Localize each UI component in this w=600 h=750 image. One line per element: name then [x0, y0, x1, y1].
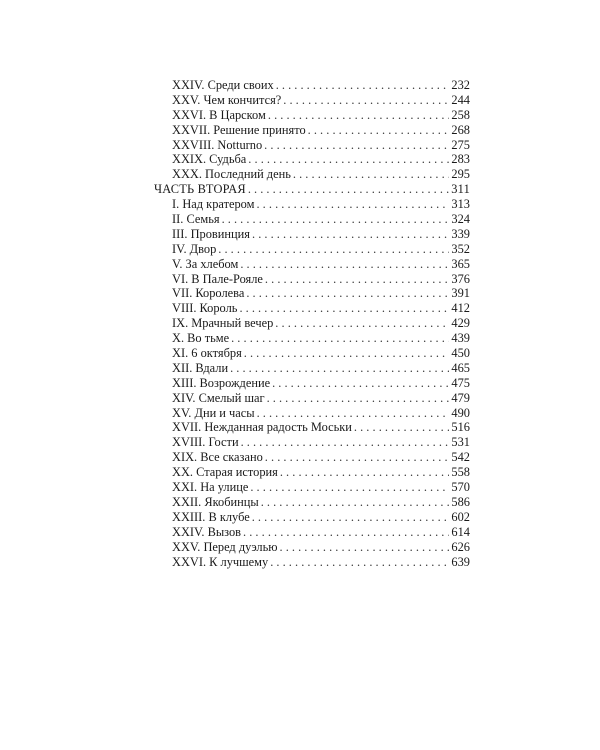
- dot-leader: [218, 242, 449, 257]
- toc-entry: [148, 93, 470, 108]
- toc-entry-page-number: 244: [451, 92, 470, 107]
- toc-entry-page-number: 614: [451, 524, 470, 539]
- toc-entry: [148, 435, 470, 450]
- toc-entry-title: XIV. Смелый шаг: [172, 390, 265, 405]
- toc-entry-page-number: 412: [451, 301, 470, 316]
- toc-entry-title: XXVIII. Notturno: [172, 137, 263, 152]
- dot-leader: [243, 525, 449, 540]
- toc-entry: [148, 138, 470, 153]
- toc-entry: [148, 197, 470, 212]
- dot-leader: [264, 138, 449, 153]
- toc-entry-page-number: 602: [451, 509, 470, 524]
- dot-leader: [265, 272, 449, 287]
- toc-entry-title: XXII. Якобинцы: [172, 494, 259, 509]
- toc-entry-page-number: 324: [451, 212, 470, 227]
- dot-leader: [293, 167, 450, 182]
- toc-entry: [148, 510, 470, 525]
- toc-entry-page-number: 275: [451, 137, 470, 152]
- toc-entry-title: III. Провинция: [172, 226, 250, 241]
- toc-entry-page-number: 295: [451, 167, 470, 182]
- dot-leader: [275, 316, 449, 331]
- dot-leader: [246, 286, 449, 301]
- toc-entry-page-number: 283: [451, 152, 470, 167]
- dot-leader: [280, 465, 450, 480]
- toc-entry-title: XX. Старая история: [172, 465, 278, 480]
- dot-leader: [244, 346, 450, 361]
- toc-entry: [148, 152, 470, 167]
- toc-entry-title: XVIII. Гости: [172, 435, 239, 450]
- dot-leader: [222, 212, 450, 227]
- toc-entry: [148, 301, 470, 316]
- dot-leader: [354, 420, 450, 435]
- toc-entry: [148, 346, 470, 361]
- toc-entry: [148, 450, 470, 465]
- toc-entry-title: V. За хлебом: [172, 256, 239, 271]
- dot-leader: [239, 301, 449, 316]
- toc-entry-page-number: 232: [451, 78, 470, 92]
- toc-entry-title: VII. Королева: [172, 286, 245, 301]
- toc-entry-title: IX. Мрачный вечер: [172, 316, 274, 331]
- toc-entry: [148, 78, 470, 93]
- toc-entry-page-number: 516: [451, 420, 470, 435]
- dot-leader: [270, 555, 449, 570]
- dot-leader: [250, 480, 449, 495]
- toc-entry: [148, 376, 470, 391]
- toc-entry: [148, 286, 470, 301]
- toc-entry-page-number: 268: [451, 122, 470, 137]
- toc-entry-page-number: 311: [451, 182, 470, 197]
- toc-entry-page-number: 542: [451, 450, 470, 465]
- toc-entry-page-number: 639: [451, 554, 470, 569]
- dot-leader: [257, 406, 450, 421]
- toc-entry-title: XXVI. К лучшему: [172, 554, 269, 569]
- dot-leader: [308, 123, 450, 138]
- toc-entry-page-number: 558: [451, 465, 470, 480]
- toc-entry: [148, 391, 470, 406]
- toc-entry: [148, 525, 470, 540]
- toc-entry-title: XXV. Чем кончится?: [172, 92, 282, 107]
- toc-entry: [148, 108, 470, 123]
- toc-entry-page-number: 570: [451, 480, 470, 495]
- toc-entry: [148, 480, 470, 495]
- dot-leader: [240, 257, 449, 272]
- toc-entry-title: XXX. Последний день: [172, 167, 291, 182]
- toc-entry-title: XXI. На улице: [172, 480, 249, 495]
- toc-entry-page-number: 429: [451, 316, 470, 331]
- toc-entry: [148, 406, 470, 421]
- toc-entry-title: I. Над кратером: [172, 197, 255, 212]
- dot-leader: [268, 108, 450, 123]
- toc-entry-title: XXIII. В клубе: [172, 509, 250, 524]
- toc-entry: [148, 167, 470, 182]
- toc-entry: [148, 540, 470, 555]
- toc-entry: [148, 331, 470, 346]
- toc-entry-page-number: 531: [451, 435, 470, 450]
- toc-entry-page-number: 450: [451, 346, 470, 361]
- toc-entry-title: XXIV. Вызов: [172, 524, 242, 539]
- toc-entry-title: ЧАСТЬ ВТОРАЯ: [154, 182, 246, 197]
- toc-entry-title: VI. В Пале-Рояле: [172, 271, 263, 286]
- toc-entry-title: VIII. Король: [172, 301, 238, 316]
- toc-entry: [148, 420, 470, 435]
- dot-leader: [230, 361, 449, 376]
- toc-entry: [148, 123, 470, 138]
- toc-entry-title: II. Семья: [172, 212, 220, 227]
- toc-entry: [148, 272, 470, 287]
- toc-entry: [148, 212, 470, 227]
- toc-entry-page-number: 490: [451, 405, 470, 420]
- dot-leader: [267, 391, 450, 406]
- toc-entry-title: XIII. Возрождение: [172, 375, 271, 390]
- toc-entry-page-number: 258: [451, 107, 470, 122]
- toc-entry-title: XIX. Все сказано: [172, 450, 263, 465]
- toc-entry-title: XXVII. Решение принято: [172, 122, 306, 137]
- dot-leader: [261, 495, 450, 510]
- dot-leader: [241, 435, 450, 450]
- toc-entry-title: IV. Двор: [172, 241, 217, 256]
- toc-entry-page-number: 376: [451, 271, 470, 286]
- toc-entry: [148, 465, 470, 480]
- toc-entry-page-number: 586: [451, 494, 470, 509]
- dot-leader: [231, 331, 449, 346]
- dot-leader: [276, 78, 450, 93]
- dot-leader: [248, 152, 449, 167]
- toc-entry-page-number: 465: [451, 360, 470, 375]
- toc-entry-page-number: 391: [451, 286, 470, 301]
- toc-entry-title: XXIX. Судьба: [172, 152, 247, 167]
- toc-entry-title: X. Во тьме: [172, 331, 230, 346]
- toc-entry-page-number: 439: [451, 331, 470, 346]
- toc-entry-page-number: 313: [451, 197, 470, 212]
- toc-entry-page-number: 479: [451, 390, 470, 405]
- dot-leader: [265, 450, 450, 465]
- toc-entry-page-number: 626: [451, 539, 470, 554]
- toc-entry-title: XV. Дни и часы: [172, 405, 255, 420]
- toc-entry-title: XI. 6 октября: [172, 346, 242, 361]
- dot-leader: [252, 510, 450, 525]
- dot-leader: [283, 93, 449, 108]
- toc-entry-page-number: 339: [451, 226, 470, 241]
- toc-entry-title: XVII. Нежданная радость Моськи: [172, 420, 352, 435]
- dot-leader: [280, 540, 450, 555]
- toc-entry: [148, 316, 470, 331]
- toc-entry-page-number: 475: [451, 375, 470, 390]
- toc-entry-title: XXIV. Среди своих: [172, 78, 274, 92]
- dot-leader: [252, 227, 449, 242]
- toc-entry-title: XXVI. В Царском: [172, 107, 266, 122]
- toc-entry: [148, 257, 470, 272]
- toc-entry: [148, 555, 470, 570]
- toc-entry: [148, 227, 470, 242]
- dot-leader: [272, 376, 449, 391]
- toc-entry-page-number: 352: [451, 241, 470, 256]
- table-of-contents: [148, 78, 470, 569]
- toc-part-heading: [148, 182, 470, 197]
- toc-entry: [148, 242, 470, 257]
- toc-entry: [148, 495, 470, 510]
- toc-entry-page-number: 365: [451, 256, 470, 271]
- toc-entry-title: XXV. Перед дуэлью: [172, 539, 278, 554]
- dot-leader: [256, 197, 449, 212]
- toc-entry-title: XII. Вдали: [172, 360, 229, 375]
- dot-leader: [248, 182, 449, 197]
- toc-entry: [148, 361, 470, 376]
